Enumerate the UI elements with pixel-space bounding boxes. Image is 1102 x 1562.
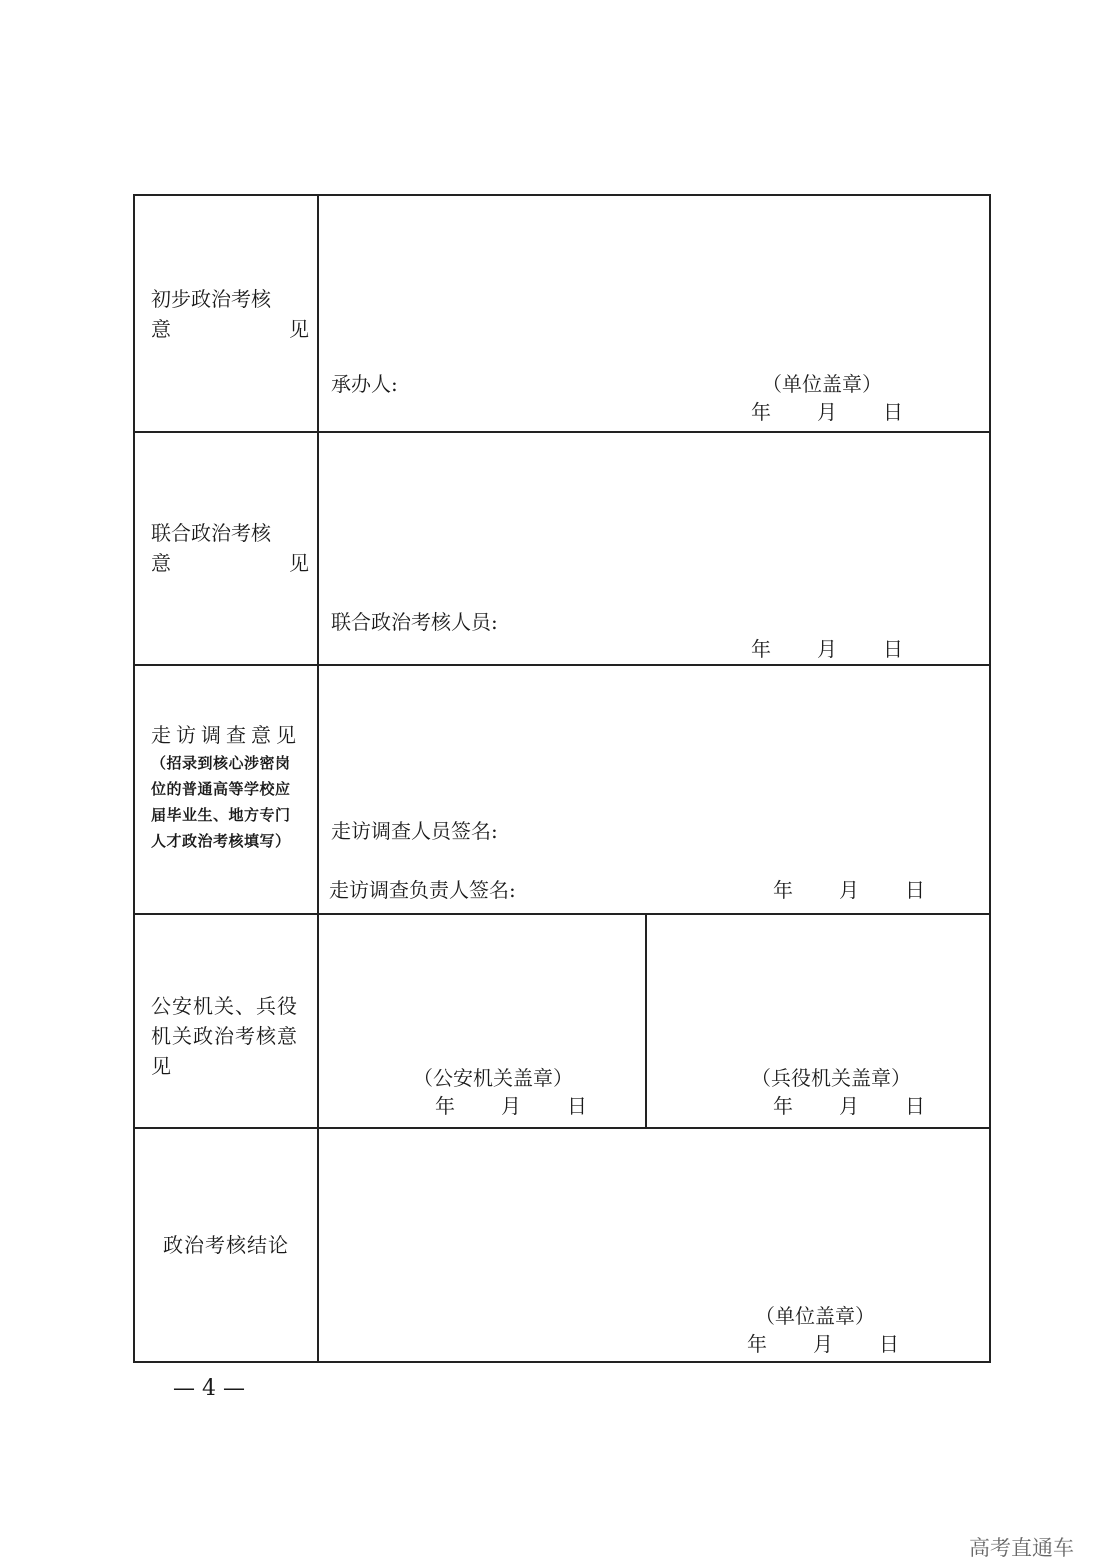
label-conclusion: 政治考核结论 xyxy=(163,1233,289,1257)
handler-label: 承办人: xyxy=(331,372,398,396)
date-day: 日 xyxy=(883,400,903,424)
date-line-preliminary xyxy=(751,400,903,424)
date-line-police xyxy=(435,1094,587,1118)
note-line: 届毕业生、地方专门 xyxy=(151,806,291,824)
label-char-yi: 意 xyxy=(151,317,171,341)
label-preliminary-line2 xyxy=(151,314,309,344)
opinion-area-visit[interactable] xyxy=(318,665,990,914)
label-cell-police-military xyxy=(134,914,318,1128)
date-line-military xyxy=(773,1094,925,1118)
opinion-area-joint[interactable] xyxy=(318,432,990,665)
label-police-line1: 公安机关、兵役 xyxy=(151,994,298,1018)
opinion-area-police[interactable] xyxy=(318,914,646,1128)
opinion-area-military[interactable] xyxy=(646,914,990,1128)
date-line-visit xyxy=(773,878,925,902)
date-day: 日 xyxy=(905,1094,925,1118)
page-number: — 4 — xyxy=(173,1376,245,1401)
date-month: 月 xyxy=(839,1094,859,1118)
date-day: 日 xyxy=(567,1094,587,1118)
label-preliminary-line1 xyxy=(151,284,309,314)
date-month: 月 xyxy=(501,1094,521,1118)
opinion-area-preliminary[interactable] xyxy=(318,195,990,432)
label-joint-line2 xyxy=(151,548,309,578)
label-cell-preliminary xyxy=(134,195,318,432)
date-day: 日 xyxy=(905,878,925,902)
date-line-joint xyxy=(751,637,903,661)
date-year: 年 xyxy=(751,637,771,661)
label-cell-joint xyxy=(134,432,318,665)
label-police-line2: 机关政治考核意见 xyxy=(151,1024,298,1078)
label-visit-title: 走访调查意见 xyxy=(151,723,301,747)
date-year: 年 xyxy=(773,878,793,902)
label-joint-text: 联合政治考核 xyxy=(151,521,271,545)
military-seal-label: （兵役机关盖章） xyxy=(751,1066,911,1090)
political-review-form xyxy=(133,194,991,1363)
date-month: 月 xyxy=(817,637,837,661)
opinion-area-conclusion[interactable] xyxy=(318,1128,990,1362)
date-month: 月 xyxy=(817,400,837,424)
row-police-military xyxy=(134,914,990,1128)
label-visit-note xyxy=(151,750,309,854)
date-year: 年 xyxy=(435,1094,455,1118)
label-cell-conclusion xyxy=(134,1128,318,1362)
label-joint-line1 xyxy=(151,518,309,548)
investigator-signature-label: 走访调查人员签名: xyxy=(331,819,498,843)
unit-seal-label: （单位盖章） xyxy=(762,372,882,396)
label-char-yi: 意 xyxy=(151,551,171,575)
row-joint-review xyxy=(134,432,990,665)
lead-signature-label: 走访调查负责人签名: xyxy=(329,878,516,902)
date-year: 年 xyxy=(747,1332,767,1356)
label-cell-visit xyxy=(134,665,318,914)
date-year: 年 xyxy=(751,400,771,424)
date-day: 日 xyxy=(879,1332,899,1356)
label-char-jian: 见 xyxy=(289,317,309,341)
row-preliminary-review xyxy=(134,195,990,432)
watermark: 高考直通车 xyxy=(969,1536,1074,1560)
label-preliminary-text: 初步政治考核 xyxy=(151,287,271,311)
date-day: 日 xyxy=(883,637,903,661)
unit-seal-label: （单位盖章） xyxy=(755,1304,875,1328)
note-line: 人才政治考核填写） xyxy=(151,832,291,850)
date-year: 年 xyxy=(773,1094,793,1118)
police-seal-label: （公安机关盖章） xyxy=(413,1066,573,1090)
note-line: 位的普通高等学校应 xyxy=(151,780,291,798)
note-line: （招录到核心涉密岗 xyxy=(151,754,291,772)
date-line-conclusion xyxy=(747,1332,899,1356)
label-char-jian: 见 xyxy=(289,551,309,575)
row-visit-investigation xyxy=(134,665,990,914)
joint-reviewer-label: 联合政治考核人员: xyxy=(331,610,498,634)
date-month: 月 xyxy=(839,878,859,902)
date-month: 月 xyxy=(813,1332,833,1356)
row-conclusion xyxy=(134,1128,990,1362)
